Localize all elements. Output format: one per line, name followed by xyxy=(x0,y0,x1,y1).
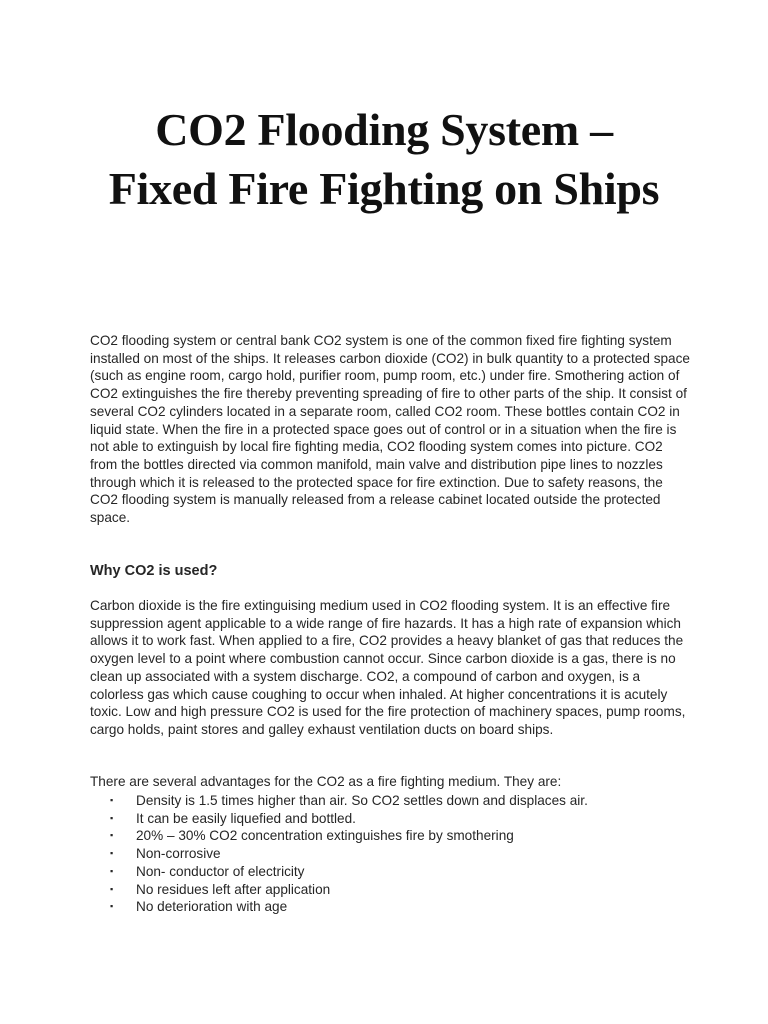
list-item xyxy=(90,898,690,916)
section-paragraph: Carbon dioxide is the fire extinguising medium used in CO2 flooding system. It is an effective fire suppression agent applicable to a wide range of fire hazards. It has a high rate of expansion which allows it to work fast. When applied to a fire, CO2 provides a heavy blanket of gas that reduces the oxygen level to a point where combustion cannot occur. Since carbon dioxide is a gas, there is no clean up associated with a system discharge. CO2, a compound of carbon and oxygen, is a colorless gas which cause coughing to occur when inhaled. At higher concentrations it is acutely toxic. Low and high pressure CO2 is used for the fire protection of machinery spaces, pump rooms, cargo holds, paint stores and galley exhaust ventilation ducts on board ships. xyxy=(90,598,686,737)
bullet-icon: ▪ xyxy=(110,812,114,823)
bullet-icon: ▪ xyxy=(110,830,114,841)
list-item xyxy=(90,863,690,881)
advantages-intro: There are several advantages for the CO2 as a fire fighting medium. They are: xyxy=(90,774,562,789)
list-item xyxy=(90,827,690,845)
advantages-list xyxy=(90,792,690,916)
list-item-text: Non- conductor of electricity xyxy=(136,863,305,879)
list-item-text: Density is 1.5 times higher than air. So CO2 settles down and displaces air. xyxy=(136,793,588,808)
list-item-text: Non-corrosive xyxy=(136,846,221,862)
bullet-icon: ▪ xyxy=(110,865,114,876)
list-item xyxy=(90,810,690,828)
list-item-text: It can be easily liquefied and bottled. xyxy=(136,810,356,826)
section-heading: Why CO2 is used? xyxy=(90,563,218,579)
bullet-icon: ▪ xyxy=(110,795,114,805)
list-item xyxy=(90,845,690,863)
list-item-text: No deterioration with age xyxy=(136,899,288,915)
list-item-text: 20% – 30% CO2 concentration extinguishes fire by smothering xyxy=(136,828,514,844)
intro-paragraph: CO2 flooding system or central bank CO2 system is one of the common fixed fire fighting system installed on most of the ships. It releases carbon dioxide (CO2) in bulk quantity to a protected space (such as engine room, cargo hold, purifier room, pump room, etc.) under fire. Smothering action of CO2 extinguishes the fire thereby preventing spreading of fire to other parts of the ship. It consist of several CO2 cylinders located in a separate room, called CO2 room. These bottles contain CO2 in liquid state. When the fire in a protected space goes out of control or in a situation when the fire is not able to extinguish by local fire fighting media, CO2 flooding system comes into picture. CO2 from the bottles directed via common manifold, main valve and distribution pipe lines to nozzles through which it is released to the protected space for fire extinction. Due to safety reasons, the CO2 flooding system is manually released from a release cabinet located outside the protected space. xyxy=(90,333,690,526)
page-title: CO2 Flooding System – Fixed Fire Fighting on Ships xyxy=(108,104,660,214)
list-item-text: No residues left after application xyxy=(136,881,331,897)
list-item xyxy=(90,792,690,810)
bullet-icon: ▪ xyxy=(110,848,114,859)
bullet-icon: ▪ xyxy=(110,901,114,912)
list-item xyxy=(90,881,690,899)
bullet-icon: ▪ xyxy=(110,883,114,894)
